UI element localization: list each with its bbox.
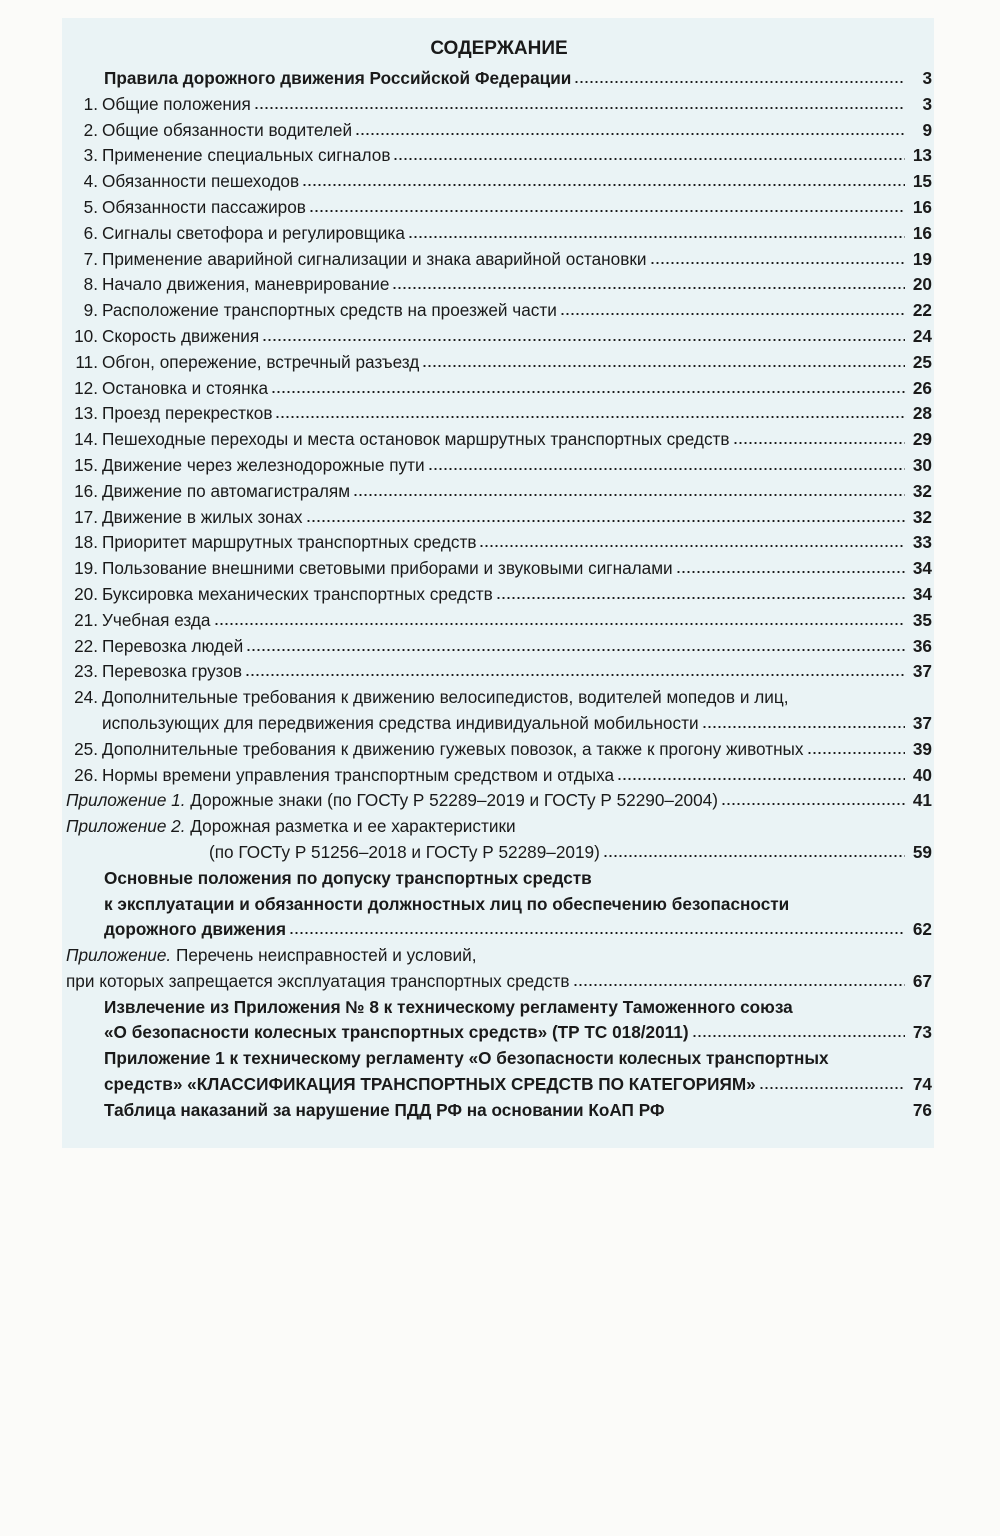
entry-number: 25. <box>74 738 98 759</box>
toc-entry-19[interactable] <box>66 556 932 582</box>
toc-entry-23[interactable] <box>66 659 932 685</box>
dot-leader <box>271 386 905 394</box>
entry-text-line2: (по ГОСТу Р 51256–2018 и ГОСТу Р 52289–2019) <box>209 841 600 862</box>
page-number: 29 <box>912 429 932 450</box>
dot-leader <box>245 669 905 677</box>
entry-number: 26. <box>74 764 98 785</box>
entry-text-line3: дорожного движения <box>104 919 286 940</box>
dot-leader <box>676 566 905 574</box>
page-number: 19 <box>912 248 932 269</box>
toc-entry-17[interactable] <box>66 505 932 531</box>
dot-leader <box>422 360 905 368</box>
entry-text-line1: Основные положения по допуску транспортных средств <box>104 867 592 888</box>
dot-leader <box>408 231 905 239</box>
entry-number: 12. <box>74 377 98 398</box>
toc-entry-21[interactable] <box>66 608 932 634</box>
entry-number: 15. <box>74 454 98 475</box>
entry-text: Движение по автомагистралям <box>102 480 351 501</box>
entry-number: 17. <box>74 506 98 527</box>
toc-entry-rules[interactable] <box>66 66 932 92</box>
entry-number: 11. <box>75 351 98 372</box>
entry-number: 19. <box>74 558 98 579</box>
entry-text-line1: Перечень неисправностей и условий, <box>175 945 477 966</box>
entry-number: 22. <box>74 635 98 656</box>
page-number: 39 <box>912 738 932 759</box>
toc-entry-8[interactable] <box>66 272 932 298</box>
entry-number: 14. <box>74 429 98 450</box>
page-number: 40 <box>912 764 932 785</box>
dot-leader <box>302 179 905 187</box>
page-number: 3 <box>922 68 932 88</box>
entry-text-line2: при которых запрещается эксплуатация транспортных средств <box>66 970 570 991</box>
entry-number: 24. <box>74 687 98 708</box>
entry-text: Начало движения, маневрирование <box>102 274 390 295</box>
entry-text-line1: Извлечение из Приложения № 8 к техническому регламенту Таможенного союза <box>104 996 793 1017</box>
page-number: 24 <box>912 325 932 346</box>
entry-text: Перевозка людей <box>102 635 244 656</box>
toc-entry-10[interactable] <box>66 324 932 350</box>
page-number: 74 <box>912 1074 932 1095</box>
entry-text: Сигналы светофора и регулировщика <box>102 222 405 243</box>
dot-leader <box>289 927 905 935</box>
numbered-items <box>66 92 932 685</box>
toc-entry-appendix-2[interactable] <box>66 814 932 866</box>
entry-number: 13. <box>74 403 98 424</box>
dot-leader <box>254 102 905 110</box>
entry-number: 5. <box>83 196 98 217</box>
toc-title: СОДЕРЖАНИЕ <box>430 38 568 59</box>
toc-entry-20[interactable] <box>66 582 932 608</box>
entry-text: Проезд перекрестков <box>102 403 273 424</box>
dot-leader <box>275 411 905 419</box>
entry-number: 21. <box>74 609 98 630</box>
page-number: 15 <box>912 171 932 192</box>
entry-text: Применение специальных сигналов <box>102 145 391 166</box>
page-number: 20 <box>912 274 932 295</box>
entry-text: Дополнительные требования к движению гужевых повозок, а также к прогону животных <box>102 738 804 759</box>
entry-text: Общие положения <box>102 93 251 114</box>
dot-leader <box>306 515 905 523</box>
page-number: 73 <box>912 1022 932 1043</box>
page-number: 35 <box>912 609 932 630</box>
entry-text-line2: «О безопасности колесных транспортных средств» (ТР ТС 018/2011) <box>104 1022 689 1043</box>
toc-entry-25[interactable] <box>66 737 932 763</box>
toc-entry-12[interactable] <box>66 376 932 402</box>
dot-leader <box>668 1108 905 1116</box>
page-number: 25 <box>912 351 932 372</box>
dot-leader <box>428 463 905 471</box>
page-number: 22 <box>912 300 932 321</box>
toc-entry-5[interactable] <box>66 195 932 221</box>
appendix-label: Приложение. <box>66 945 172 966</box>
toc-entry-13[interactable] <box>66 401 932 427</box>
entry-text-line1: Приложение 1 к техническому регламенту «О безопасности колесных транспортных <box>104 1048 829 1069</box>
dot-leader <box>573 979 906 987</box>
page-number: 37 <box>912 661 932 682</box>
dot-leader <box>246 644 905 652</box>
entry-text-line1: Дорожная разметка и ее характеристики <box>190 816 516 837</box>
page-number: 36 <box>912 635 932 656</box>
entry-number: 8. <box>83 274 98 295</box>
entry-number: 1. <box>83 93 98 114</box>
toc-entry-6[interactable] <box>66 221 932 247</box>
dot-leader <box>393 153 905 161</box>
toc-entry-extract[interactable] <box>66 995 932 1047</box>
dot-leader <box>355 128 905 136</box>
table-of-contents <box>66 34 932 1124</box>
toc-entry-2[interactable] <box>66 118 932 144</box>
dot-leader <box>807 747 905 755</box>
entry-text: Таблица наказаний за нарушение ПДД РФ на основании КоАП РФ <box>104 1099 665 1120</box>
entry-number: 3. <box>83 145 98 166</box>
toc-entry-9[interactable] <box>66 298 932 324</box>
appendix-label: Приложение 1. <box>66 790 186 811</box>
page-number: 62 <box>912 919 932 940</box>
entry-text: Применение аварийной сигнализации и знака аварийной остановки <box>102 248 647 269</box>
toc-entry-26[interactable] <box>66 763 932 789</box>
page-number: 34 <box>912 583 932 604</box>
entry-text: Остановка и стоянка <box>102 377 269 398</box>
toc-entry-7[interactable] <box>66 247 932 273</box>
toc-entry-4[interactable] <box>66 169 932 195</box>
entry-text: Буксировка механических транспортных средств <box>102 583 493 604</box>
page-number: 59 <box>912 841 932 862</box>
toc-entry-basics[interactable] <box>66 866 932 943</box>
page-number: 41 <box>912 790 932 811</box>
dot-leader <box>733 437 905 445</box>
entry-text: Правила дорожного движения Российской Федерации <box>104 68 572 88</box>
page-number: 67 <box>912 970 932 991</box>
page-number: 37 <box>912 712 932 733</box>
toc-entry-22[interactable] <box>66 634 932 660</box>
dot-leader <box>262 334 905 342</box>
dot-leader <box>392 282 905 290</box>
dot-leader <box>617 773 905 781</box>
toc-entry-16[interactable] <box>66 479 932 505</box>
dot-leader <box>353 489 905 497</box>
toc-entry-annex-1[interactable] <box>66 1046 932 1098</box>
page-number: 76 <box>912 1099 932 1120</box>
entry-text: Нормы времени управления транспортным средством и отдыха <box>102 764 615 785</box>
entry-text: Приоритет маршрутных транспортных средств <box>102 532 477 553</box>
entry-text: Дорожные знаки (по ГОСТу Р 52289–2019 и ГОСТу Р 52290–2004) <box>190 790 718 811</box>
entry-text: Перевозка грузов <box>102 661 243 682</box>
entry-text: Пользование внешними световыми приборами и звуковыми сигналами <box>102 558 673 579</box>
dot-leader <box>560 308 905 316</box>
entry-text: Обязанности пассажиров <box>102 196 306 217</box>
page-number: 34 <box>912 558 932 579</box>
entry-text-line2: средств» «КЛАССИФИКАЦИЯ ТРАНСПОРТНЫХ СРЕДСТВ ПО КАТЕГОРИЯМ» <box>104 1074 756 1095</box>
dot-leader <box>650 257 906 265</box>
entry-text: Учебная езда <box>102 609 211 630</box>
entry-text: Расположение транспортных средств на проезжей части <box>102 300 557 321</box>
entry-number: 18. <box>74 532 98 553</box>
toc-entry-11[interactable] <box>66 350 932 376</box>
toc-entry-appendix-1[interactable] <box>66 788 932 814</box>
entry-number: 20. <box>74 583 98 604</box>
entry-number: 23. <box>74 661 98 682</box>
entry-text: Обгон, опережение, встречный разъезд <box>102 351 420 372</box>
toc-entry-3[interactable] <box>66 143 932 169</box>
page-number: 28 <box>912 403 932 424</box>
toc-entry-1[interactable] <box>66 92 932 118</box>
dot-leader <box>721 798 905 806</box>
appendix-label: Приложение 2. <box>66 816 186 837</box>
entry-text: Движение в жилых зонах <box>102 506 303 527</box>
page-number: 32 <box>912 480 932 501</box>
entry-number: 7. <box>83 248 98 269</box>
page-number: 16 <box>912 196 932 217</box>
page-number: 26 <box>912 377 932 398</box>
entry-text-line1: Дополнительные требования к движению велосипедистов, водителей мопедов и лиц, <box>102 687 789 708</box>
toc-entry-penalties[interactable] <box>66 1098 932 1124</box>
toc-entry-18[interactable] <box>66 530 932 556</box>
page-number: 16 <box>912 222 932 243</box>
dot-leader <box>479 540 905 548</box>
entry-text: Скорость движения <box>102 325 260 346</box>
entry-number: 2. <box>83 119 98 140</box>
dot-leader <box>759 1082 905 1090</box>
toc-entry-24[interactable] <box>66 685 932 737</box>
entry-text: Движение через железнодорожные пути <box>102 454 425 475</box>
dot-leader <box>574 76 905 84</box>
entry-number: 10. <box>74 325 98 346</box>
entry-number: 16. <box>74 480 98 501</box>
dot-leader <box>603 850 905 858</box>
toc-entry-appendix-faults[interactable] <box>66 943 932 995</box>
toc-entry-14[interactable] <box>66 427 932 453</box>
page-number: 30 <box>912 454 932 475</box>
toc-entry-15[interactable] <box>66 453 932 479</box>
entry-text: Пешеходные переходы и места остановок маршрутных транспортных средств <box>102 429 730 450</box>
entry-number: 9. <box>83 300 98 321</box>
page-number: 32 <box>912 506 932 527</box>
entry-number: 4. <box>83 171 98 192</box>
dot-leader <box>692 1030 905 1038</box>
dot-leader <box>309 205 905 213</box>
page-number: 33 <box>912 532 932 553</box>
entry-number: 6. <box>83 222 98 243</box>
page-number: 9 <box>922 119 932 140</box>
dot-leader <box>702 721 905 729</box>
dot-leader <box>496 592 905 600</box>
page-number: 3 <box>922 93 932 114</box>
entry-text-line2: к эксплуатации и обязанности должностных лиц по обеспечению безопасности <box>104 893 790 914</box>
entry-text-line2: использующих для передвижения средства индивидуальной мобильности <box>102 712 699 733</box>
page-number: 13 <box>912 145 932 166</box>
dot-leader <box>214 618 906 626</box>
entry-text: Общие обязанности водителей <box>102 119 353 140</box>
entry-text: Обязанности пешеходов <box>102 171 300 192</box>
